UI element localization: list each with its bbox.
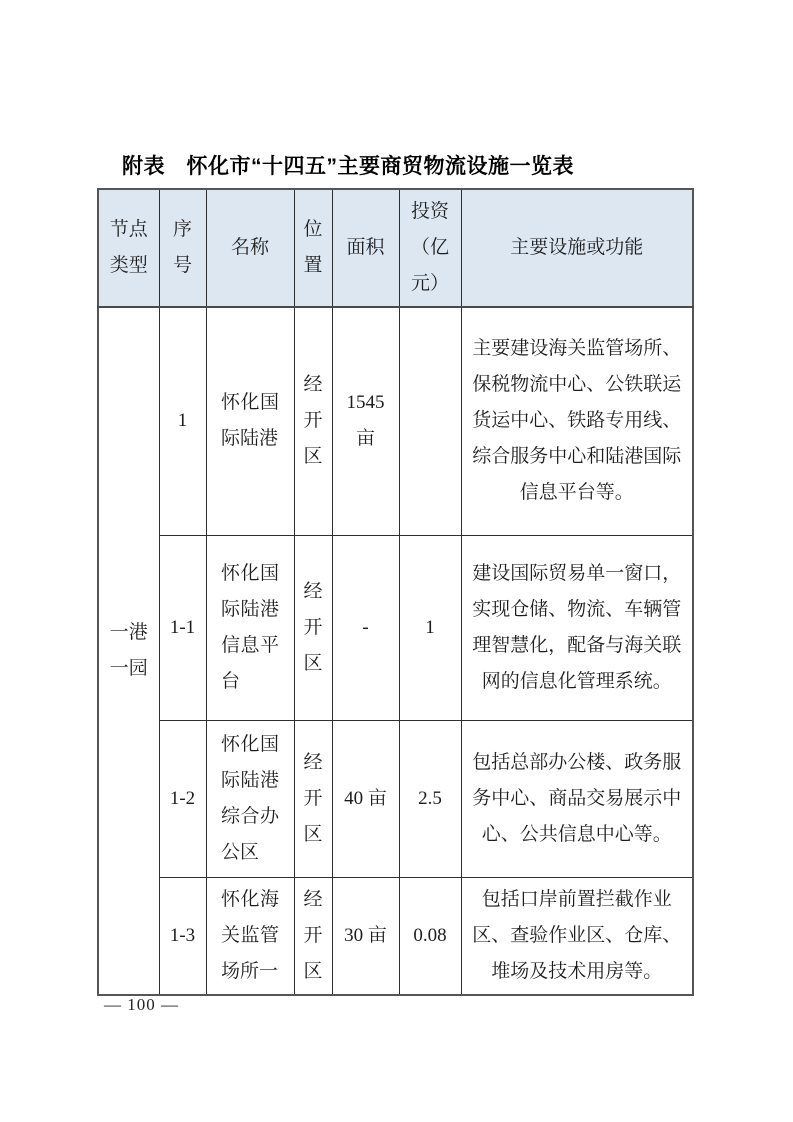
- cell-name: [206, 877, 294, 995]
- col-header-seq-label: 序号: [172, 219, 192, 276]
- col-header-area-label: 面积: [346, 237, 385, 258]
- col-header-seq: [159, 189, 206, 307]
- table-row: [98, 535, 693, 720]
- table-row: [98, 307, 693, 535]
- col-header-node-type: [98, 189, 159, 307]
- cell-location: [294, 307, 332, 535]
- col-header-investment-label: 投资（亿元）: [410, 201, 449, 294]
- facility-location: 经开区: [303, 751, 323, 845]
- col-header-area: [332, 189, 399, 307]
- cell-functions: 包括总部办公楼、政务服务中心、商品交易展示中心、公共信息中心等。: [461, 720, 693, 877]
- table-row: [98, 720, 693, 877]
- cell-location: [294, 877, 332, 995]
- col-header-location: [294, 189, 332, 307]
- facility-location: 经开区: [303, 374, 323, 468]
- cell-name: [206, 307, 294, 535]
- cell-seq: 1-3: [159, 877, 206, 995]
- facility-area: 1545 亩: [346, 392, 385, 450]
- cell-investment: 0.08: [399, 877, 461, 995]
- col-header-functions-label: 主要设施或功能: [510, 237, 644, 258]
- cell-name: [206, 535, 294, 720]
- cell-investment: 2.5: [399, 720, 461, 877]
- facility-area: 30 亩: [344, 924, 387, 946]
- table-header-row: [98, 189, 693, 307]
- facility-name: 怀化国际陆港: [221, 392, 279, 450]
- cell-node-type-group: [98, 307, 159, 995]
- cell-location: [294, 535, 332, 720]
- cell-investment: [399, 307, 461, 535]
- cell-area: [332, 877, 399, 995]
- col-header-name-label: 名称: [230, 237, 269, 258]
- cell-area: [332, 307, 399, 535]
- cell-location: [294, 720, 332, 877]
- cell-investment: 1: [399, 535, 461, 720]
- facility-name: 怀化国际陆港信息平台: [221, 562, 279, 692]
- cell-name: [206, 720, 294, 877]
- cell-area: [332, 720, 399, 877]
- facility-location: 经开区: [303, 580, 323, 674]
- cell-area: [332, 535, 399, 720]
- cell-seq: 1-2: [159, 720, 206, 877]
- col-header-investment: [399, 189, 461, 307]
- col-header-node-type-label: 节点类型: [109, 219, 148, 276]
- node-type-group-label: 一港一园: [109, 621, 148, 679]
- facilities-table: [97, 188, 694, 996]
- facility-location: 经开区: [303, 888, 323, 982]
- facility-area: 40 亩: [344, 787, 387, 809]
- page-number: — 100 —: [104, 995, 179, 1014]
- facility-name: 怀化海关监管场所一: [221, 888, 279, 982]
- facility-area: -: [362, 616, 369, 638]
- col-header-functions: [461, 189, 693, 307]
- col-header-location-label: 位置: [303, 219, 323, 276]
- col-header-name: [206, 189, 294, 307]
- table-row: [98, 877, 693, 995]
- cell-functions: 主要建设海关监管场所、保税物流中心、公铁联运货运中心、铁路专用线、综合服务中心和陆港国际信息平台等。: [461, 307, 693, 535]
- cell-seq: 1: [159, 307, 206, 535]
- facility-name: 怀化国际陆港综合办公区: [221, 733, 279, 863]
- cell-functions: 建设国际贸易单一窗口，实现仓储、物流、车辆管理智慧化，配备与海关联网的信息化管理系统。: [461, 535, 693, 720]
- cell-functions: 包括口岸前置拦截作业区、查验作业区、仓库、堆场及技术用房等。: [461, 877, 693, 995]
- cell-seq: 1-1: [159, 535, 206, 720]
- page-title: 附表 怀化市“十四五”主要商贸物流设施一览表: [122, 155, 574, 178]
